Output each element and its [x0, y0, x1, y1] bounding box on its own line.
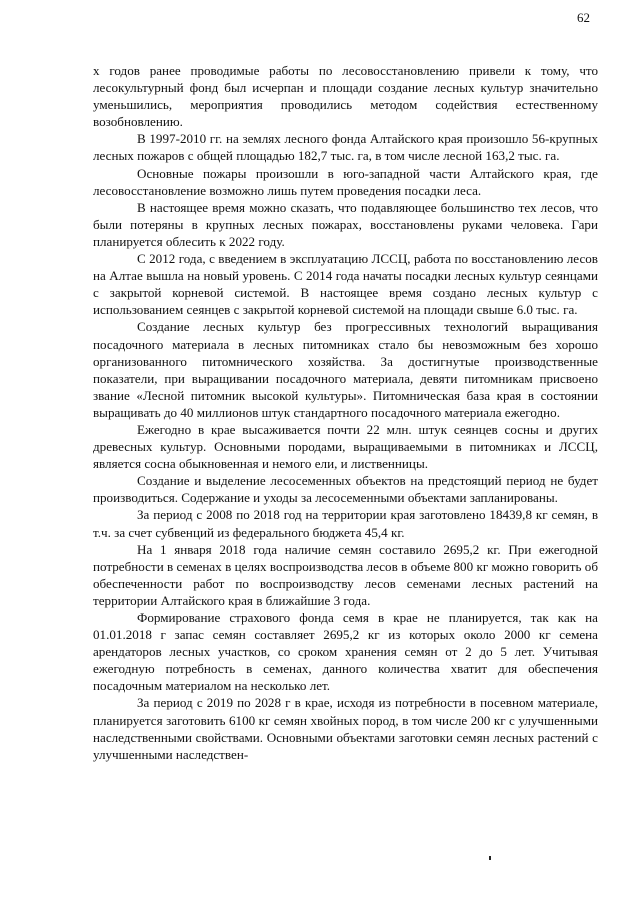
paragraph-main-fires: Основные пожары произошли в юго-западной части Алтайского края, где лесовосстановление возможно лишь путем проведения посадки леса. — [93, 165, 598, 198]
paragraph-fires-1997-2010: В 1997-2010 гг. на землях лесного фонда Алтайского края произошло 56-крупных лесных пожаров с общей площадью 182,7 тыс. га, в том числе лесной 163,2 тыс. га. — [93, 131, 598, 164]
paragraph-nurseries: Создание лесных культур без прогрессивных технологий выращивания посадочного материала в лесных питомниках стало бы невозможным без хорошо организованного питомнического хозяйства. За достигнутые производственные показатели, при выращивании посадочного материала, девяти питомникам присвоено звание «Лесной питомник высокой культуры». Питомническая база края в состоянии выращивать до 40 миллионов штук стандартного посадочного материала ежегодно. — [93, 319, 598, 420]
scan-speck — [489, 856, 491, 860]
paragraph-seeds-2008-2018: За период с 2008 по 2018 год на территории края заготовлено 18439,8 кг семян, в т.ч. за счет субвенций из федерального бюджета 45,4 кг. — [93, 507, 598, 540]
paragraph-seedlings-planted: Ежегодно в крае высаживается почти 22 млн. штук сеянцев сосны и других древесных культур. Основными породами, выращиваемыми в питомниках и ЛССЦ, является сосна обыкновенная и немого ели, и лиственницы. — [93, 421, 598, 472]
paragraph-continuation: х годов ранее проводимые работы по лесовосстановлению привели к тому, что лесокультурный фонд был исчерпан и площади создание лесных культур значительно уменьшились, мероприятия проводились методом содействия естественному возобновлению. — [93, 63, 598, 130]
body-text — [93, 62, 598, 763]
paragraph-lssc-2012: С 2012 года, с введением в эксплуатацию ЛССЦ, работа по восстановлению лесов на Алтае вышла на новый уровень. С 2014 года начаты посадки лесных культур сеянцами с закрытой корневой системой. В настоящее время создано лесных культур с использованием сеянцев с закрытой корневой системой на площади свыше 6.0 тыс. га. — [93, 251, 598, 318]
paragraph-seed-objects: Создание и выделение лесосеменных объектов на предстоящий период не будет производиться. Содержание и уходы за лесосеменными объектами запланированы. — [93, 473, 598, 506]
paragraph-restored-forests: В настоящее время можно сказать, что подавляющее большинство тех лесов, что были потеряны в крупных лесных пожарах, восстановлены руками человека. Гари планируется облесить к 2022 году. — [93, 199, 598, 249]
paragraph-plan-2019-2028: За период с 2019 по 2028 г в крае, исходя из потребности в посевном материале, планируется заготовить 6100 кг семян хвойных пород, в том числе 200 кг с улучшенными наследственными свойствами. Основными объектами заготовки семян лесных растений с улучшенными наследствен- — [93, 695, 598, 762]
page-number: 62 — [577, 10, 590, 25]
paragraph-seeds-2018: На 1 января 2018 года наличие семян составило 2695,2 кг. При ежегодной потребности в семенах в целях воспроизводства лесов в объеме 800 кг можно говорить об обеспеченности работ по воспроизводству лесов семенами лесных растений на территории Алтайского края в ближайшие 3 года. — [93, 541, 598, 608]
paragraph-insurance-fund: Формирование страхового фонда семя в крае не планируется, так как на 01.01.2018 г запас семян составляет 2695,2 кг из которых около 2000 кг семена арендаторов лесных участков, со сроком хранения семян от 2 до 5 лет. Учитывая ежегодную потребность в семенах, данного количества хватит для обеспечения посадочным материалом на несколько лет. — [93, 610, 598, 694]
